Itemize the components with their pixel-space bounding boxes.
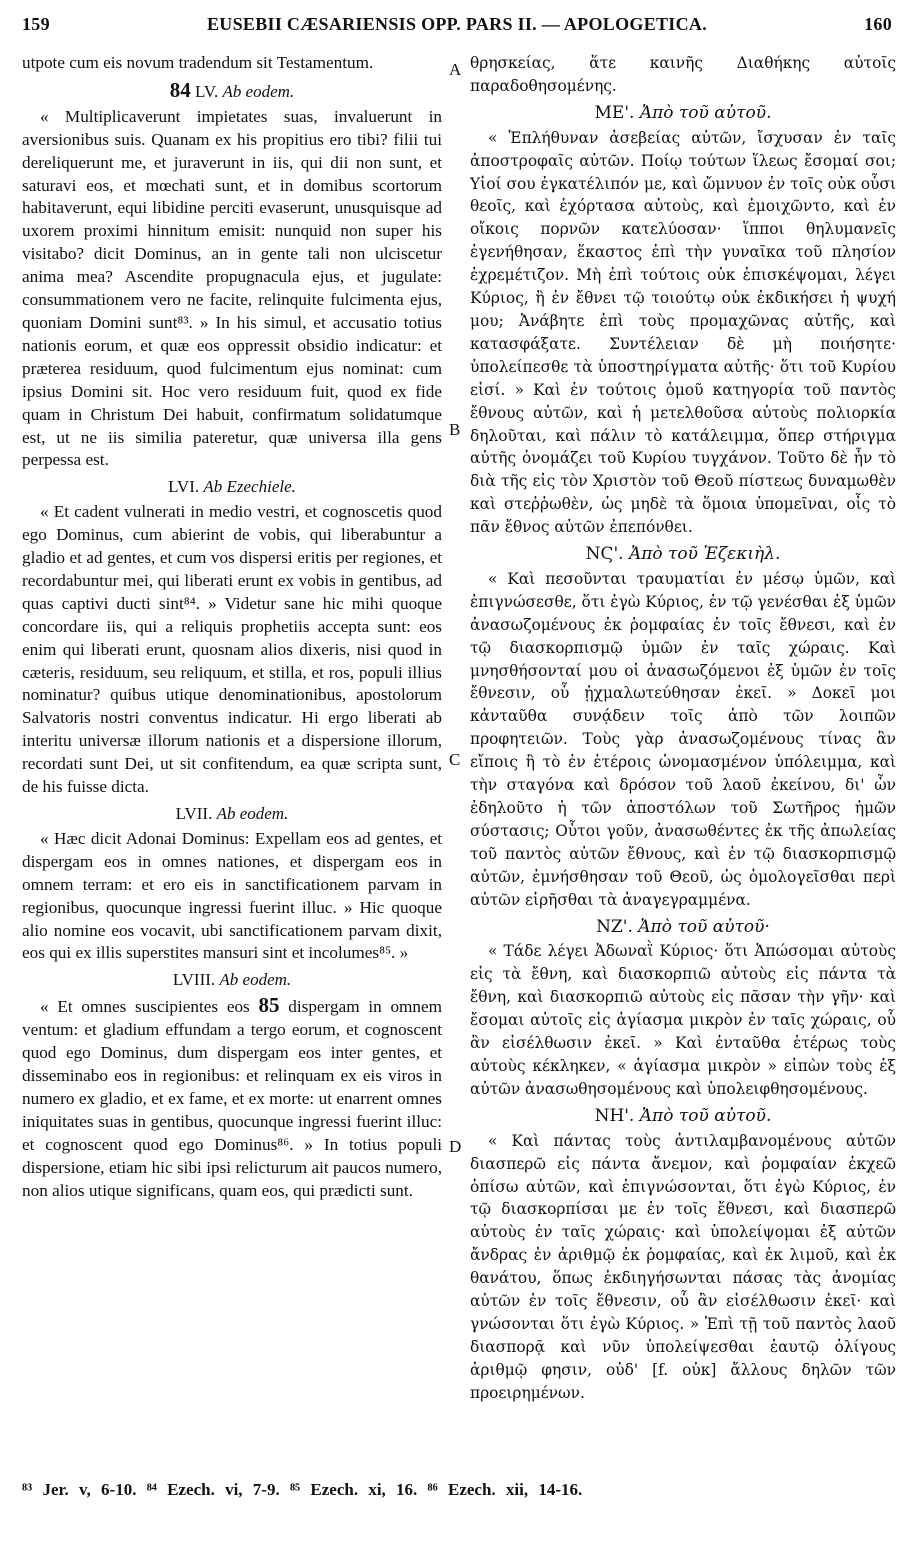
page-number-left: 159 xyxy=(22,14,50,34)
marker-d: D xyxy=(449,1137,462,1156)
section-number: LVI. xyxy=(168,477,200,497)
section-number: ΝΗ'. xyxy=(594,1105,635,1126)
latin-text: dispergam in omnem ventum: et gladium effundam a tergo eorum, et cognoscent quod ego Dominus, dum dispergam eos inter gentes, et disseminabo eos in regionibus: et relinquam ex eis viros in numero ex gladio, et ex fame, et ex morte: ut enarrent omnes iniquitates suas in gentibus, quocunque ingressi fuerint illuc: et cognoscent quod ego Dominus⁸⁶. » In totius populi dispersione, etiam hic sibi ipsi relicturum ait paucos numero, non alios utique significans, quam eos, qui prædicti sunt. xyxy=(22,997,443,1200)
section-number: ΜΕ'. xyxy=(594,102,635,123)
section-heading-nh xyxy=(470,1105,896,1128)
section-title: Ab Ezechiele. xyxy=(203,477,296,497)
page-number-right: 160 xyxy=(864,14,892,34)
section-heading-lv xyxy=(22,79,442,104)
section-title: Ἀπὸ τοῦ Ἐζεκιὴλ. xyxy=(628,544,781,565)
latin-paragraph: « Et cadent vulnerati in medio vestri, et cognoscetis quod ego Dominus, cum abierint de vobis, qui liberabuntur a gladio et ad gentes, et cum vos dispersi eritis per regiones, et recordabuntur mei, qui liberati erunt ex vobis in gentibus, ad quas captivi ducti sint⁸⁴. » Videtur sane hic mihi quoque concordare iis, qui a reliquis prophetiis accepta sunt: eos enim qui liberati erunt, quosnam alios dixeris, nisi quod in cæteris, residuum, seu reliquum, et stilla, et ros, populi illius nominatur? quibus utique denominationibus, apostolorum Salvatoris nostri conventus indicatur. Hi ergo liberati ab interitu universæ illorum nationis et a dispersione illorum, recordati sunt Dei, ut sit confitendum, ea quæ scripta sunt, de his fuisse dicta. xyxy=(22,502,442,797)
greek-paragraph: θρησκείας, ἅτε καινῆς Διαθήκης αὐτοῖς παραδοθησομένης. xyxy=(470,54,896,95)
latin-text: « Et omnes suscipientes eos xyxy=(40,997,250,1017)
section-number: ΝΖ'. xyxy=(596,916,633,937)
section-title: Ab eodem. xyxy=(222,81,295,101)
section-number: ΝϚ'. xyxy=(585,544,624,565)
section-heading-lvi xyxy=(22,476,442,499)
section-heading-lvii xyxy=(22,803,442,826)
greek-paragraph: « Ἐπλήθυναν ἀσεβείας αὐτῶν, ἴσχυσαν ἐν ταῖς ἀποστροφαῖς αὐτῶν. Ποίῳ τούτων ἵλεως ἔσομαί σοι; Υἱοί σου ἐγκατέλιπόν με, καὶ ὤμνυον ἐν τοῖς οὐκ οὖσι θεοῖς, καὶ ἐχόρτασα αὐτοὺς, καὶ ἐμοιχῶντο, καὶ ἐν οἴκοις πορνῶν κατελύοσαν· ἵπποι θηλυμανεῖς ἐγενήθησαν, ἕκαστος ἐπὶ τὴν γυναῖκα τοῦ πλησίον ἐχρεμέτιζον. Μὴ ἐπὶ τούτοις οὐκ ἐπισκέψομαι, λέγει Κύριος, ἢ ἐν ἔθνει τῷ τοιούτῳ οὐκ ἐκδικήσει ἡ ψυχή μου; Ἀνάβητε ἐπὶ τοὺς προμαχῶνας αὐτῆς, καὶ κατασφάξατε. Συντέλειαν δὲ μὴ ποιήσητε· ὑπολείπεσθε τὰ ὑποστηρίγματα αὐτῆς· ὅτι τοῦ Κυρίου εἰσί. » Καὶ ἐν τούτοις ὁμοῦ κατηγορία τοῦ παντὸς ἔθνους αὐτῶν, καὶ ἡ μετελθοῦσα αὐτοὺς πολιορκία δηλοῦται, καὶ πάλιν τὸ κατάλειμμα, ὅπερ στήριγμα αὐτῆς ὀνομάζει τοῦ Κυρίου τυγχάνον. Τοῦτο δὲ ἦν τὸ διὰ τῆς εἰς τὸν Χριστὸν τοῦ Θεοῦ πίστεως δυναμωθὲν καὶ στεῤῥωθὲν, ὡς μηδὲ τὰ ὅμοια ὑπομεῖναι, οἷς τὸ πᾶν ἔθνος αὐτῶν ἐπεπόνθει. xyxy=(470,128,896,537)
marker-c: C xyxy=(449,750,461,769)
section-heading-ns xyxy=(470,543,896,566)
running-title: EUSEBII CÆSARIENSIS OPP. PARS II. — APOLOGETICA. xyxy=(206,14,708,34)
section-number: LVIII. xyxy=(172,970,216,990)
latin-paragraph: utpote cum eis novum tradendum sit Testamentum. xyxy=(22,53,374,72)
section-number: LV. xyxy=(195,81,219,101)
latin-paragraph xyxy=(22,994,442,1202)
marker-b: B xyxy=(449,420,461,439)
greek-paragraph: « Καὶ πάντας τοὺς ἀντιλαμβανομένους αὐτῶν διασπερῶ εἰς πάντα ἄνεμον, καὶ ῥομφαίαν ἐκχεῶ ὀπίσω αὐτῶν, καὶ ἐπιγνώσονται, ὅτι ἐγὼ Κύριος, ἐν τῷ διασκορπίσαι με ἐν τοῖς ἔθνεσι, καὶ διασπερῶ αὐτοὺς ἐν ταῖς χώραις· καὶ ὑπολείψομαι ἐξ αὐτῶν ἄνδρας ἐν ἀριθμῷ ἐκ ῥομφαίας, καὶ ἐκ λιμοῦ, καὶ ἐκ θανάτου, ὅπως ἐκδιηγήσωνται πάσας τὰς ἀνομίας αὐτῶν ἐν τοῖς ἔθνεσιν, οὗ ἂν εἰσέλθωσιν ἐκεῖ· καὶ γνώσονται ὅτι ἐγὼ Κύριος. » Ἐπὶ τῇ τοῦ παντὸς λαοῦ διασπορᾷ καὶ νῦν ὑπολείψεσθαι ἑαυτῷ ὀλίγους ἀριθμῷ φησιν, οὐδ' [f. οὐκ] ἄλλους δηλῶν τῶν προειρημένων. xyxy=(470,1131,896,1402)
section-title: Ab eodem. xyxy=(216,804,289,823)
section-heading-me xyxy=(470,102,896,125)
latin-paragraph: « Multiplicaverunt impietates suas, invaluerunt in aversionibus suis. Quanam ex his propitius ero tibi? filii tui dereliquerunt me, et juraverunt in iis, qui dii non sunt, et saturavi eos, et mœchati sunt, et in domibus scortorum habitaverunt, equi libidine perciti evaserunt, unusquisque ad uxorem proximi hinnitum emisit: nunquid non super his visitabo? dicit Dominus, an in gente tali non ulciscetur anima mea? Ascendite propugnacula ejus, et jugulate: consummationem vero ne facite, relinquite fulcimenta ejus, quoniam Domini sunt⁸³. » In his simul, et accusatio totius nationis eorum, et quæ eos oppressit obsidio indicatur: et præterea residuum, quod fulcimentum ejus nominat: cum ipsius Domini sit. Hoc vero residuum fuit, quod ex fide quam in Christum Dei habuit, confirmatum solidatumque est, ut ne iis similia pateretur, quæ universa illa gens perpessa est. xyxy=(22,106,442,470)
greek-paragraph: « Τάδε λέγει Ἀδωναῒ Κύριος· ὅτι Ἀπώσομαι αὐτοὺς εἰς τὰ ἔθνη, καὶ διασκορπιῶ αὐτοὺς εἰς πάντα τὰ ἔθνη, καὶ διασκορπιῶ αὐτοὺς εἰς πᾶσαν τὴν γῆν· καὶ ἔσομαι αὐτοῖς εἰς ἁγίασμα μικρὸν ἐν ταῖς χώραις, οὗ ἂν εἰσέλθωσιν ἐκεῖ. » Καὶ ἐνταῦθα ἑτέρως τοὺς αὐτοὺς κέκληκεν, « ἁγίασμα μικρὸν » εἰπὼν τοὺς ἐξ αὐτῶν ἀνασωθησομένους καὶ ὑπολειφθησομένους. xyxy=(470,942,896,1098)
section-title: Ἀπὸ τοῦ αὐτοῦ. xyxy=(639,1105,772,1126)
section-heading-lviii xyxy=(22,969,442,992)
section-title: Ab eodem. xyxy=(219,970,292,990)
footnotes: ⁸³ Jer. v, 6-10. ⁸⁴ Ezech. vi, 7-9. ⁸⁵ Ezech. xi, 16. ⁸⁶ Ezech. xii, 14-16. xyxy=(22,1480,583,1499)
running-head xyxy=(22,14,892,42)
latin-column xyxy=(22,52,442,1202)
greek-column xyxy=(470,52,896,1405)
latin-paragraph: « Hæc dicit Adonai Dominus: Expellam eos ad gentes, et dispergam eos in omnes nationes, et dispergam eos in omnem terram: et ero eis in sanctificationem parvam in regionibus, quocunque ingressi fuerint illuc. » Hic quoque alio nomine eos vocavit, ubi sanctificationem parvam dixit, eos qui ex illis superstites mansuri sint et incolumes⁸⁵. » xyxy=(22,828,442,963)
marker-a: A xyxy=(449,60,462,79)
section-title: Ἀπὸ τοῦ αὐτοῦ· xyxy=(638,916,770,937)
margin-number: 84 xyxy=(169,77,191,102)
margin-number: 85 xyxy=(258,993,280,1018)
section-title: Ἀπὸ τοῦ αὐτοῦ. xyxy=(639,102,772,123)
section-heading-nz xyxy=(470,916,896,939)
greek-paragraph: « Καὶ πεσοῦνται τραυματίαι ἐν μέσῳ ὑμῶν, καὶ ἐπιγνώσεσθε, ὅτι ἐγὼ Κύριος, ἐν τῷ γενέσθαι ἐξ ὑμῶν ἀνασωζομένους ἐκ ῥομφαίας ἐν τοῖς ἔθνεσι, καὶ ἐν τῷ διασκορπισμῷ ὑμῶν ἐν ταῖς χώραις. Καὶ μνησθήσονταί μου οἱ ἀνασωζόμενοι ἐξ ὑμῶν ἐν τοῖς ἔθνεσιν, οὗ ᾐχμαλωτεύθησαν ἐκεῖ. » Δοκεῖ μοι κἀνταῦθα συνᾴδειν τοῖς ἀπὸ τῶν λοιπῶν προφητειῶν. Τοὺς γὰρ ἀνασωζομένους τίνας ἂν εἴποις ἢ τὸ ἐν ἑτέροις ὠνομασμένον ὑπόλειμμα, καὶ τὴν σταγόνα καὶ δρόσον τοῦ λαοῦ ἐκείνου, δι' ὧν ἐδηλοῦτο ἡ τῶν ἀποστόλων τοῦ Σωτῆρος ἡμῶν σύστασις; Οὗτοι γοῦν, ἀνασωθέντες ἐκ τῆς ἀπωλείας τοῦ παντὸς αὐτῶν ἔθνους, καὶ ἐν τῷ διασκορπισμῷ αὐτῶν, ἐμνήσθησαν τοῦ Θεοῦ, ὡς ὁμολογεῖσθαι περὶ αὐτῶν εἰρῆσθαι τὰ ἀναγεγραμμένα. xyxy=(470,569,896,909)
section-number: LVII. xyxy=(175,804,213,823)
